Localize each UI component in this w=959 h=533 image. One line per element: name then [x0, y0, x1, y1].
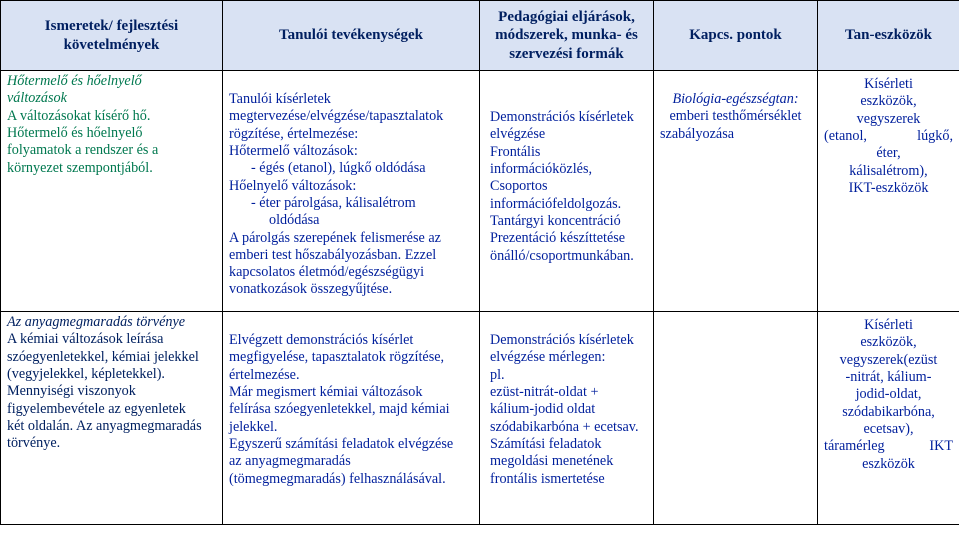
text-line: Mennyiségi viszonyok [7, 383, 136, 400]
text-line: kálisalétrom), [849, 162, 928, 179]
list-item: - égés (etanol), lúgkő oldódása [251, 160, 426, 177]
header-pedagogical-methods: Pedagógiai eljárások, módszerek, munka- és szervezési formák [480, 1, 654, 71]
text-line: Kísérleti [864, 76, 913, 92]
text-line: A változásokat kísérő hő. [7, 107, 151, 124]
text-line: jelekkel. [229, 418, 278, 435]
text-line: Tantárgyi koncentráció [490, 212, 621, 229]
connection-cell [654, 71, 818, 312]
tools-cell [818, 71, 959, 312]
text-line: megoldási menetének [490, 453, 614, 470]
header-connection-points: Kapcs. pontok [654, 1, 818, 71]
text-line: eszközök, [860, 93, 917, 110]
text-line: Már megismert kémiai változások [229, 383, 423, 400]
text-line: két oldalán. Az anyagmegmaradás [7, 417, 202, 434]
connection-cell-empty [654, 312, 818, 525]
text-line: emberi testhőmérséklet [669, 108, 802, 125]
text-line: A párolgás szerepének felismerése az [229, 229, 441, 246]
text-line: megfigyelése, tapasztalatok rögzítése, [229, 349, 445, 366]
text-line: Demonstrációs kísérletek [490, 109, 634, 125]
text-line: szabályozása [660, 125, 735, 142]
text-line: pl. [490, 366, 505, 383]
text-line: eszközök [862, 455, 915, 472]
tools-cell [818, 312, 959, 525]
topic-title: változások [7, 90, 67, 107]
methods-cell [480, 71, 654, 312]
text-line: törvénye. [7, 435, 61, 452]
text-line: Csoportos [490, 178, 548, 195]
text-line: kapcsolatos életmód/egészségügyi [229, 264, 425, 281]
activities-cell [223, 312, 480, 525]
text-line: frontális ismertetése [490, 470, 605, 487]
text-line: vonatkozások összegyűjtése. [229, 281, 393, 298]
text-line: jodid-oldat, [855, 386, 922, 403]
text-line: kálium-jodid oldat [490, 401, 596, 418]
text-line: információközlés, [490, 160, 593, 177]
header-teaching-tools: Tan-eszközök [818, 1, 959, 71]
text-line: emberi test hőszabályozásban. Ezzel [229, 246, 437, 263]
header-row [1, 1, 959, 71]
text-line: önálló/csoportmunkában. [490, 247, 634, 264]
text-line: szóegyenletekkel, kémiai jelekkel [7, 348, 199, 365]
knowledge-cell [1, 71, 223, 312]
text-line: szódabikarbóna + ecetsav. [490, 418, 639, 435]
text-line: táramérleg IKT [824, 438, 953, 455]
text-line: elvégzése mérlegen: [490, 349, 606, 366]
text-line: vegyszerek [856, 110, 921, 127]
text-line: (etanol, lúgkő, [824, 127, 953, 144]
text-line: Tanulói kísérletek [229, 91, 331, 107]
topic-title: Hőtermelő és hőelnyelő [7, 73, 142, 89]
methods-cell [480, 312, 654, 525]
text-line: -nitrát, kálium- [845, 368, 932, 385]
text-line: elvégzése [490, 126, 546, 143]
knowledge-cell [1, 312, 223, 525]
text-line: Egyszerű számítási feladatok elvégzése [229, 435, 454, 452]
text-line: környezet szempontjából. [7, 159, 153, 176]
text-line: ezüst-nitrát-oldat + [490, 383, 599, 400]
text-line: rögzítése, értelmezése: [229, 125, 359, 142]
subject-title: Biológia-egészségtan: [672, 91, 799, 107]
activities-cell [223, 71, 480, 312]
text-line: IKT-eszközök [848, 179, 929, 196]
table-row [1, 312, 959, 525]
text-line: folyamatok a rendszer és a [7, 142, 159, 159]
header-student-activities: Tanulói tevékenységek [223, 1, 480, 71]
text-line: értelmezése. [229, 366, 300, 383]
text-line: Demonstrációs kísérletek [490, 332, 634, 348]
text-line: vegyszerek(ezüst [839, 351, 938, 368]
text-line: Elvégzett demonstrációs kísérlet [229, 332, 414, 348]
text-line: Hőtermelő változások: [229, 142, 358, 159]
text-line: Hőelnyelő változások: [229, 177, 357, 194]
text-line: Számítási feladatok [490, 435, 602, 452]
text-line: felírása szóegyenletekkel, majd kémiai [229, 401, 450, 418]
header-knowledge: Ismeretek/ fejlesztési követelmények [1, 1, 223, 71]
text-line: Prezentáció készíttetése [490, 230, 626, 247]
text-line: megtervezése/elvégzése/tapasztalatok [229, 108, 444, 125]
text-line: eszközök, [860, 334, 917, 351]
text-line: az anyagmegmaradás [229, 453, 351, 470]
text-line: szódabikarbóna, [842, 403, 935, 420]
text-line: ecetsav), [863, 420, 914, 437]
list-item-continuation: oldódása [269, 212, 320, 229]
text-line: információfeldolgozás. [490, 195, 622, 212]
text-line: Kísérleti [864, 317, 913, 333]
text-line: figyelembevétele az egyenletek [7, 400, 186, 417]
text-line: Hőtermelő és hőelnyelő [7, 124, 143, 141]
topic-title: Az anyagmegmaradás törvénye [7, 314, 186, 330]
text-line: (tömegmegmaradás) felhasználásával. [229, 470, 446, 487]
text-line: (vegyjelekkel, képletekkel). [7, 365, 165, 382]
table-row [1, 71, 959, 312]
text-line: éter, [876, 145, 901, 162]
text-line: Frontális [490, 143, 541, 160]
text-line: A kémiai változások leírása [7, 331, 164, 348]
list-item: - éter párolgása, kálisalétrom [251, 194, 416, 211]
